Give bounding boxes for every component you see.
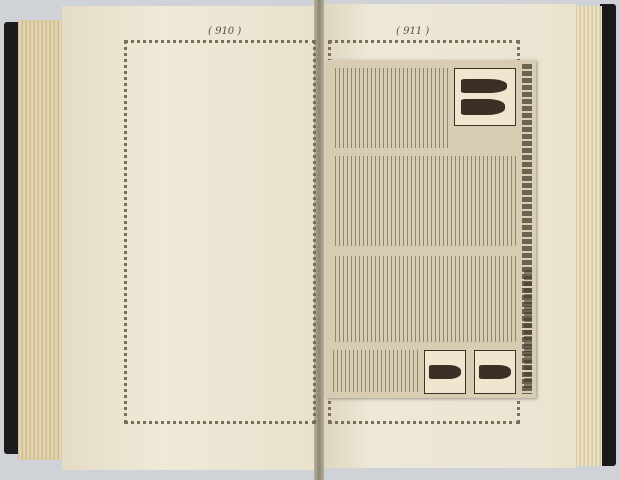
pasted-broadside-ballad [326,60,536,398]
woodcut-figure-image-2 [424,350,466,394]
right-page-number: ( 911 ) [396,26,430,37]
text-column-2 [332,156,516,246]
text-column-1 [332,68,448,148]
woodcut-couple-image [454,68,516,126]
right-page-edges [572,6,602,466]
left-page-ornamental-border [124,40,316,424]
text-column-3 [332,256,516,342]
woodcut-figure-image-1 [474,350,516,394]
left-page-edges [18,20,66,460]
right-binding-edge [600,4,616,466]
text-column-4 [332,350,418,392]
broadside-subheadline [524,270,532,390]
left-page-number: ( 910 ) [208,26,242,37]
broadside-rotated-content [326,60,536,398]
